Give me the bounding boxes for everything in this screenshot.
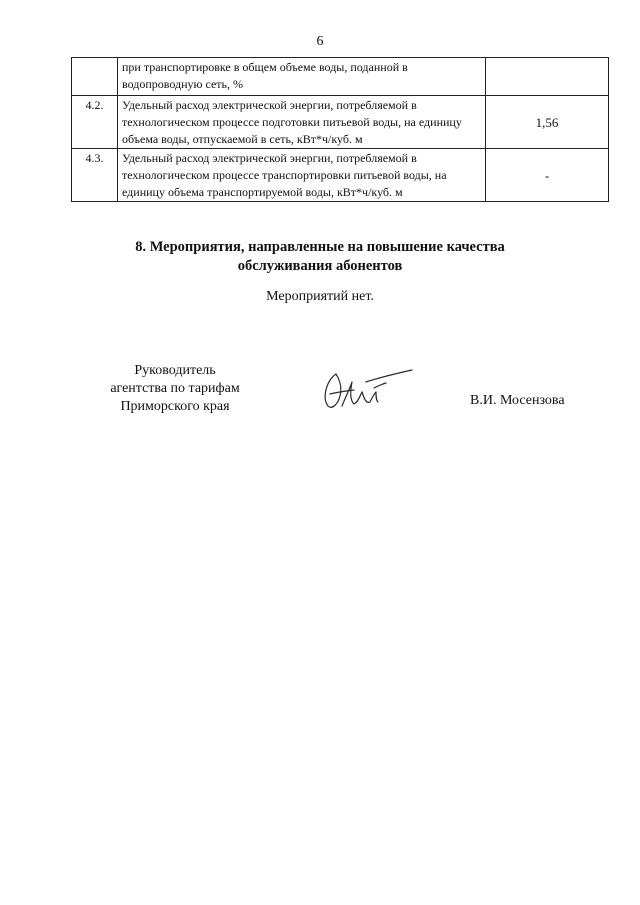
row-number (72, 58, 118, 96)
table-row (72, 58, 609, 96)
handwritten-signature (316, 366, 416, 416)
signer-name: В.И. Мосензова (470, 393, 565, 408)
parameters-table (71, 57, 609, 202)
section-body-text: Мероприятий нет. (266, 289, 374, 304)
row-description: Удельный расход электрической энергии, потребляемой в технологическом процессе подготовки питьевой воды, на единицу объема воды, отпускаемой в сеть, кВт*ч/куб. м (118, 96, 486, 149)
row-value: - (486, 149, 609, 202)
signer-position-line: Приморского края (120, 399, 230, 414)
section-heading-line: обслуживания абонентов (237, 258, 403, 274)
row-number: 4.3. (72, 149, 118, 202)
table-row (72, 149, 609, 202)
row-number: 4.2. (72, 96, 118, 149)
row-description: при транспортировке в общем объеме воды, поданной в водопроводную сеть, % (118, 58, 486, 96)
page-number: 6 (316, 34, 324, 49)
row-description: Удельный расход электрической энергии, потребляемой в технологическом процессе транспортировки питьевой воды, на единицу объема транспортируемой воды, кВт*ч/куб. м (118, 149, 486, 202)
section-heading-line: 8. Мероприятия, направленные на повышение качества (135, 239, 505, 255)
signer-position-line: Руководитель (134, 363, 216, 378)
section-heading (0, 238, 640, 276)
signer-position-line: агентства по тарифам (110, 381, 240, 396)
table-row (72, 96, 609, 149)
row-value (486, 58, 609, 96)
signer-position (70, 362, 280, 416)
row-value: 1,56 (486, 96, 609, 149)
